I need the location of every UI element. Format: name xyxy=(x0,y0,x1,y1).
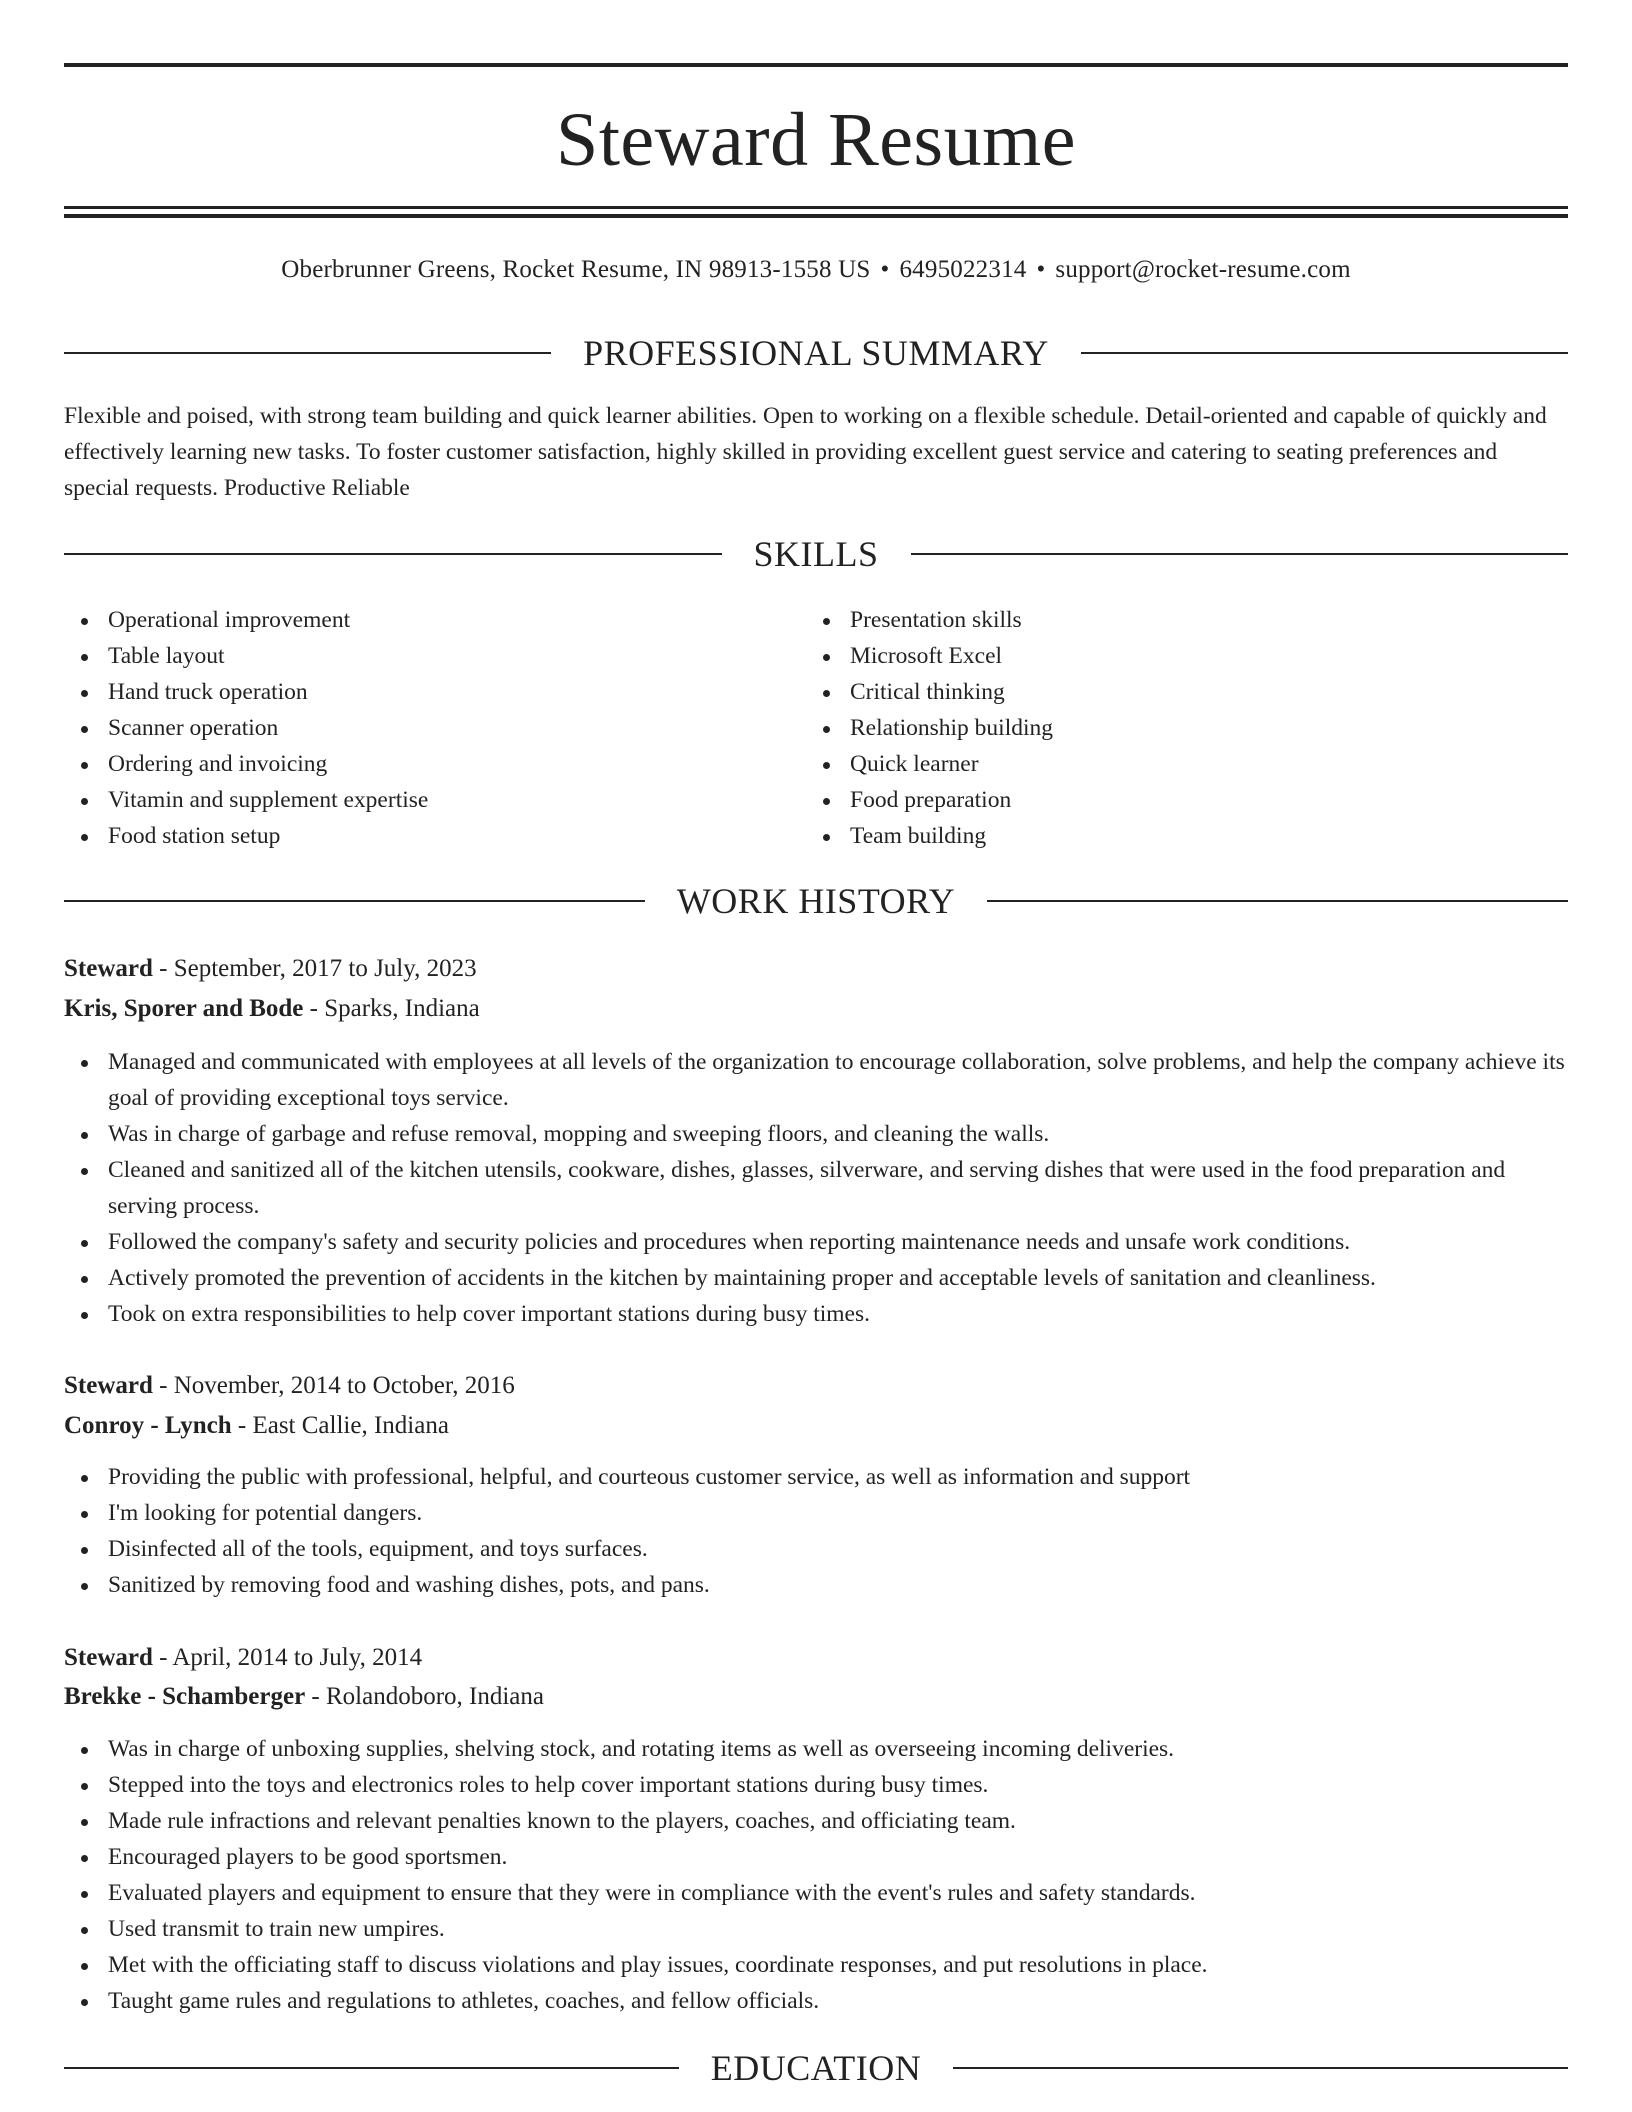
skill-item: Food preparation xyxy=(850,782,1548,818)
education-section-title: EDUCATION xyxy=(710,2048,922,2088)
skill-item: Critical thinking xyxy=(850,674,1548,710)
summary-text: Flexible and poised, with strong team building and quick learner abilities. Open to working on a flexible schedule. Detail-oriented and capable of quickly and effectively learning new tasks. To foster customer satisfaction, highly skilled in providing excellent guest service and catering to seating preferences and special requests. Productive Reliable xyxy=(64,403,1547,501)
duty-item: Actively promoted the prevention of accidents in the kitchen by maintaining proper and acceptable levels of sanitation and cleanliness. xyxy=(108,1260,1568,1296)
summary-section-header xyxy=(64,331,1568,375)
duty-item: Providing the public with professional, helpful, and courteous customer service, as well as information and support xyxy=(108,1459,1568,1495)
section-rule xyxy=(953,2067,1568,2069)
job-dates: - November, 2014 to October, 2016 xyxy=(152,1372,515,1399)
job-duties xyxy=(64,1459,1568,1603)
contact-line xyxy=(64,254,1568,286)
section-rule xyxy=(987,900,1568,902)
section-rule xyxy=(64,900,645,902)
duty-item: Taught game rules and regulations to athletes, coaches, and fellow officials. xyxy=(108,1983,1568,2019)
duty-item: Used transmit to train new umpires. xyxy=(108,1911,1568,1947)
contact-phone: 6495022314 xyxy=(899,256,1027,283)
job-company: Conroy - Lynch xyxy=(64,1412,232,1439)
summary-section-title: PROFESSIONAL SUMMARY xyxy=(583,333,1049,373)
duty-item: Made rule infractions and relevant penalties known to the players, coaches, and officiating team. xyxy=(108,1803,1568,1839)
skills-section-header xyxy=(64,532,1568,576)
job-company-line xyxy=(64,1406,1568,1446)
skills-column-left xyxy=(64,602,806,854)
work-section-header xyxy=(64,879,1568,923)
duty-item: Was in charge of garbage and refuse removal, mopping and sweeping floors, and cleaning the walls. xyxy=(108,1116,1568,1152)
job-location: - Rolandoboro, Indiana xyxy=(305,1683,545,1710)
duty-item: Cleaned and sanitized all of the kitchen utensils, cookware, dishes, glasses, silverware, and serving dishes that were used in the food preparation and serving process. xyxy=(108,1152,1568,1224)
duty-item: Met with the officiating staff to discuss violations and play issues, coordinate responses, and put resolutions in place. xyxy=(108,1947,1568,1983)
section-rule xyxy=(64,2067,679,2069)
skill-item: Presentation skills xyxy=(850,602,1548,638)
title-double-rule xyxy=(64,206,1568,218)
skill-item: Ordering and invoicing xyxy=(108,746,806,782)
education-section-header xyxy=(64,2046,1568,2090)
section-rule xyxy=(64,352,551,354)
job-company-line xyxy=(64,1677,1568,1717)
job-title: Steward xyxy=(64,955,153,982)
skill-item: Table layout xyxy=(108,638,806,674)
skills-column-right xyxy=(806,602,1548,854)
resume-title: Steward Resume xyxy=(556,98,1076,182)
contact-separator: • xyxy=(880,256,890,283)
duty-item: Was in charge of unboxing supplies, shelving stock, and rotating items as well as overseeing incoming deliveries. xyxy=(108,1731,1568,1767)
job-dates: - September, 2017 to July, 2023 xyxy=(152,955,477,982)
duty-item: Encouraged players to be good sportsmen. xyxy=(108,1839,1568,1875)
job-company-line xyxy=(64,989,1568,1029)
job-title: Steward xyxy=(64,1644,153,1671)
job-title: Steward xyxy=(64,1372,153,1399)
job-company: Kris, Sporer and Bode xyxy=(64,995,304,1022)
job-company: Brekke - Schamberger xyxy=(64,1683,306,1710)
duty-item: Took on extra responsibilities to help cover important stations during busy times. xyxy=(108,1296,1568,1332)
contact-email: support@rocket-resume.com xyxy=(1055,256,1351,283)
job-location: - Sparks, Indiana xyxy=(303,995,480,1022)
skills-section-title: SKILLS xyxy=(753,534,879,574)
duty-item: Disinfected all of the tools, equipment, and toys surfaces. xyxy=(108,1531,1568,1567)
skill-item: Scanner operation xyxy=(108,710,806,746)
skill-item: Vitamin and supplement expertise xyxy=(108,782,806,818)
contact-separator: • xyxy=(1036,256,1046,283)
duty-item: Evaluated players and equipment to ensure that they were in compliance with the event's rules and safety standards. xyxy=(108,1875,1568,1911)
duty-item: Followed the company's safety and security policies and procedures when reporting maintenance needs and unsafe work conditions. xyxy=(108,1224,1568,1260)
section-rule xyxy=(911,553,1569,555)
job-title-line xyxy=(64,1638,1568,1678)
skill-item: Hand truck operation xyxy=(108,674,806,710)
skill-item: Food station setup xyxy=(108,818,806,854)
contact-address: Oberbrunner Greens, Rocket Resume, IN 98913-1558 US xyxy=(281,256,871,283)
job-title-line xyxy=(64,949,1568,989)
skill-item: Relationship building xyxy=(850,710,1548,746)
work-section-title: WORK HISTORY xyxy=(676,881,956,921)
job-duties xyxy=(64,1044,1568,1332)
skill-item: Quick learner xyxy=(850,746,1548,782)
section-rule xyxy=(64,553,722,555)
skill-item: Operational improvement xyxy=(108,602,806,638)
skills-list xyxy=(64,602,1568,854)
job-dates: - April, 2014 to July, 2014 xyxy=(152,1644,423,1671)
duty-item: Managed and communicated with employees at all levels of the organization to encourage collaboration, solve problems, and help the company achieve its goal of providing exceptional toys service. xyxy=(108,1044,1568,1116)
duty-item: Sanitized by removing food and washing dishes, pots, and pans. xyxy=(108,1567,1568,1603)
duty-item: Stepped into the toys and electronics roles to help cover important stations during busy times. xyxy=(108,1767,1568,1803)
job-title-line xyxy=(64,1366,1568,1406)
duty-item: I'm looking for potential dangers. xyxy=(108,1495,1568,1531)
skill-item: Team building xyxy=(850,818,1548,854)
job-location: - East Callie, Indiana xyxy=(231,1412,449,1439)
skill-item: Microsoft Excel xyxy=(850,638,1548,674)
top-rule xyxy=(64,63,1568,67)
job-duties xyxy=(64,1731,1568,2019)
section-rule xyxy=(1081,352,1568,354)
